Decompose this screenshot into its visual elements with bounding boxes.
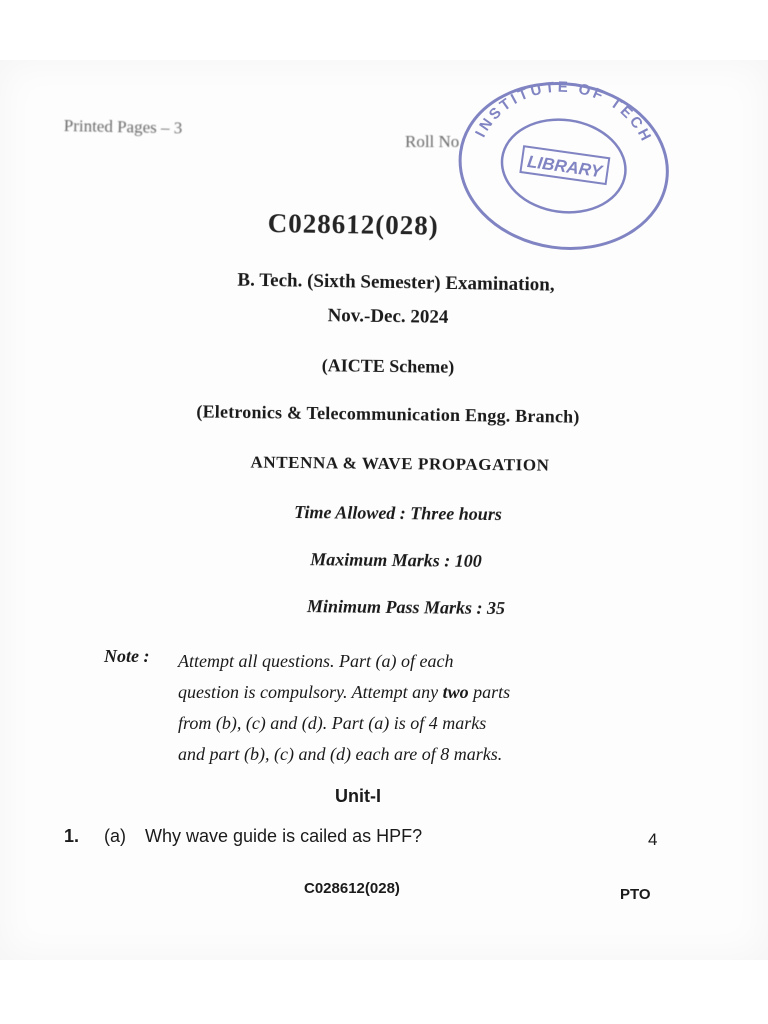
subject-title: ANTENNA & WAVE PROPAGATION — [250, 452, 550, 475]
note-text — [178, 646, 626, 770]
note-line-3: from (b), (c) and (d). Part (a) is of 4 marks — [178, 713, 487, 733]
library-stamp — [437, 59, 692, 270]
footer-pto: PTO — [620, 886, 651, 903]
stamp-center-text: LIBRARY — [526, 151, 604, 182]
note-label: Note : — [104, 646, 150, 666]
question-marks: 4 — [648, 830, 658, 849]
exam-session: Nov.-Dec. 2024 — [327, 305, 449, 328]
question-part-label: (a) — [104, 826, 126, 846]
paper-code: C028612(028) — [267, 208, 439, 241]
unit-heading: Unit-I — [335, 786, 381, 806]
minimum-pass-marks: Minimum Pass Marks : 35 — [306, 596, 506, 619]
exam-title: B. Tech. (Sixth Semester) Examination, — [237, 269, 555, 296]
printed-pages-label: Printed Pages – 3 — [63, 116, 183, 138]
time-allowed: Time Allowed : Three hours — [294, 501, 502, 525]
note-line-1: Attempt all questions. Part (a) of each — [178, 651, 454, 671]
maximum-marks: Maximum Marks : 100 — [310, 549, 482, 571]
roll-no-label: Roll No — [405, 132, 460, 151]
stamp-ring-text: INSTITUTE OF TECH — [472, 78, 656, 147]
question-text: Why wave guide is cailed as HPF? — [145, 826, 423, 846]
note-line-4: and part (b), (c) and (d) each are of 8 marks. — [178, 744, 503, 764]
exam-branch: (Eletronics & Telecommunication Engg. Branch) — [196, 401, 580, 427]
note-line-2: question is compulsory. Attempt any two parts — [178, 682, 511, 702]
footer-paper-code: C028612(028) — [304, 880, 400, 897]
exam-scheme: (AICTE Scheme) — [321, 355, 455, 377]
question-number: 1. — [64, 826, 80, 846]
